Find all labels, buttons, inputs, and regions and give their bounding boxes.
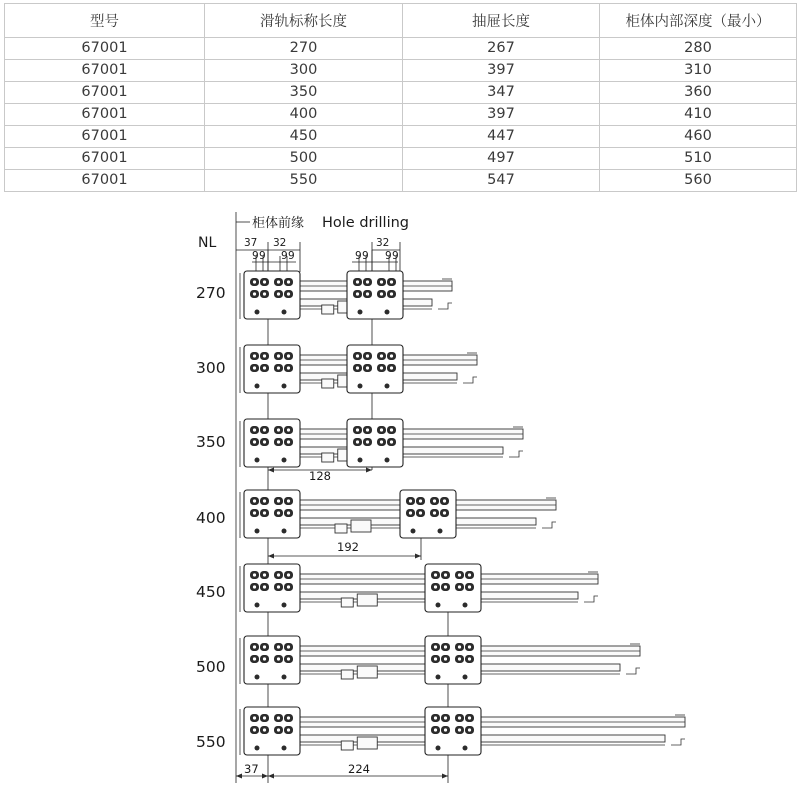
table-cell: 67001 — [5, 60, 205, 82]
mounting-block — [244, 271, 300, 319]
slide-rails — [240, 271, 685, 755]
table-cell: 447 — [403, 126, 600, 148]
mounting-block — [244, 490, 300, 538]
size-label-270: 270 — [196, 284, 226, 302]
rail-300 — [240, 345, 477, 393]
dim-192-line — [268, 554, 421, 559]
mounting-block — [400, 490, 456, 538]
table-cell: 347 — [403, 82, 600, 104]
rail-550 — [240, 707, 685, 755]
dim-37-bottom: 37 — [244, 762, 259, 776]
table-cell: 560 — [600, 170, 797, 192]
mounting-block — [347, 345, 403, 393]
table-cell: 67001 — [5, 104, 205, 126]
nl-label: NL — [198, 235, 217, 251]
table-cell: 397 — [403, 60, 600, 82]
mounting-block — [347, 419, 403, 467]
mounting-block — [244, 345, 300, 393]
dim-9-3: 9 — [281, 250, 288, 262]
rail-400 — [240, 490, 556, 538]
size-label-350: 350 — [196, 433, 226, 451]
dim-224: 224 — [348, 762, 370, 776]
column-header: 滑轨标称长度 — [205, 4, 403, 38]
mounting-block — [244, 636, 300, 684]
dim-9-8: 9 — [392, 250, 399, 262]
dim-9-6: 9 — [362, 250, 369, 262]
table-cell: 67001 — [5, 126, 205, 148]
table-cell: 510 — [600, 148, 797, 170]
table-cell: 267 — [403, 38, 600, 60]
mounting-block — [244, 564, 300, 612]
column-header: 柜体内部深度（最小） — [600, 4, 797, 38]
table-cell: 300 — [205, 60, 403, 82]
table-cell: 397 — [403, 104, 600, 126]
table-cell: 460 — [600, 126, 797, 148]
dim-37-top: 37 — [244, 237, 258, 249]
mounting-block — [425, 707, 481, 755]
table-cell: 410 — [600, 104, 797, 126]
mounting-block — [425, 564, 481, 612]
rail-500 — [240, 636, 640, 684]
dim-9-5: 9 — [355, 250, 362, 262]
table-cell: 360 — [600, 82, 797, 104]
table-cell: 280 — [600, 38, 797, 60]
size-label-550: 550 — [196, 733, 226, 751]
dim-192: 192 — [337, 540, 359, 554]
table-cell: 67001 — [5, 170, 205, 192]
column-header: 抽屉长度 — [403, 4, 600, 38]
size-label-400: 400 — [196, 509, 226, 527]
table-cell: 550 — [205, 170, 403, 192]
dim-32-right: 32 — [376, 237, 390, 249]
table-cell: 67001 — [5, 38, 205, 60]
table-cell: 547 — [403, 170, 600, 192]
rail-450 — [240, 564, 598, 612]
table-cell: 270 — [205, 38, 403, 60]
size-label-300: 300 — [196, 359, 226, 377]
size-label-500: 500 — [196, 658, 226, 676]
cabinet-front-label: 柜体前缘 — [252, 216, 305, 231]
hole-drilling-label: Hole drilling — [322, 215, 410, 231]
mounting-block — [244, 419, 300, 467]
column-header: 型号 — [5, 4, 205, 38]
table-cell: 350 — [205, 82, 403, 104]
table-cell: 500 — [205, 148, 403, 170]
table-cell: 497 — [403, 148, 600, 170]
table-cell: 310 — [600, 60, 797, 82]
mounting-block — [425, 636, 481, 684]
dim-128: 128 — [309, 469, 331, 483]
table-cell: 67001 — [5, 148, 205, 170]
size-label-450: 450 — [196, 583, 226, 601]
dim-9-7: 9 — [385, 250, 392, 262]
table-cell: 450 — [205, 126, 403, 148]
mounting-block — [347, 271, 403, 319]
table-cell: 67001 — [5, 82, 205, 104]
rail-270 — [240, 271, 452, 319]
dim-9-2: 9 — [259, 250, 266, 262]
dim-32-left: 32 — [273, 237, 287, 249]
dim-9-1: 9 — [252, 250, 259, 262]
mounting-block — [244, 707, 300, 755]
rail-350 — [240, 419, 523, 467]
dim-9-4: 9 — [288, 250, 295, 262]
table-cell: 400 — [205, 104, 403, 126]
